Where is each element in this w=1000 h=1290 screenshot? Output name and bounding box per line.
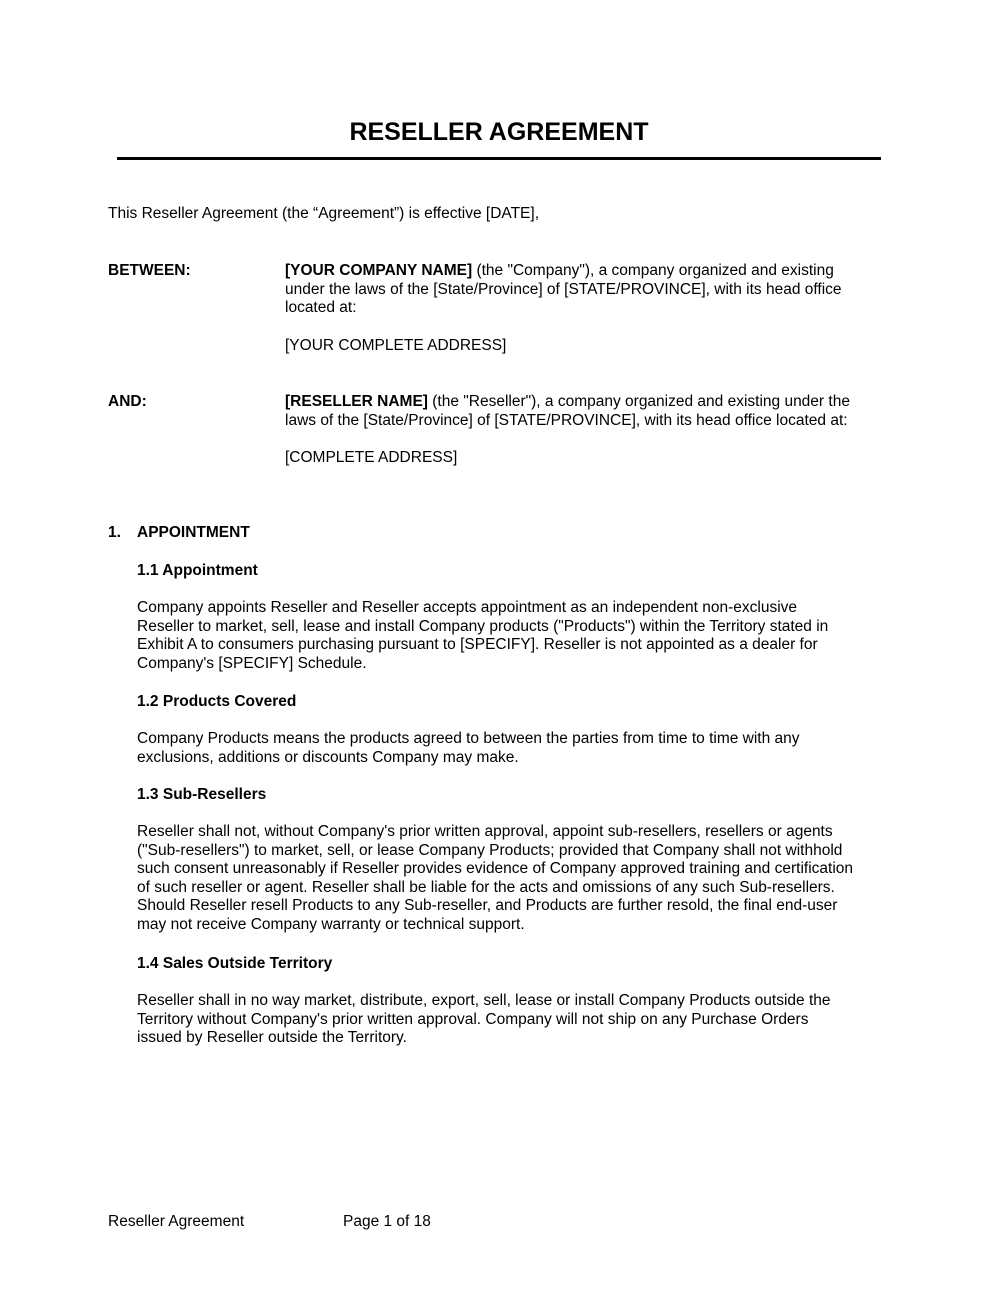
subsection-title-appointment: 1.1 Appointment xyxy=(137,562,258,579)
paragraph-line: of such reseller or agent. Reseller shall be liable for the acts and omissions of any such Sub-resellers. xyxy=(137,878,835,896)
intro-paragraph: This Reseller Agreement (the “Agreement”) is effective [DATE], xyxy=(108,205,540,222)
reseller-address-placeholder: [COMPLETE ADDRESS] xyxy=(285,449,458,466)
paragraph-line: may not receive Company warranty or technical support. xyxy=(137,915,525,933)
paragraph-line: Reseller to market, sell, lease and install Company products ("Products") within the Territory stated in xyxy=(137,617,829,635)
subsection-title-sub-resellers: 1.3 Sub-Resellers xyxy=(137,786,267,803)
party-description-reseller xyxy=(285,393,895,430)
footer-page-number: Page 1 of 18 xyxy=(343,1213,431,1230)
paragraph-line: Should Reseller resell Products to any Sub-reseller, and Products are further resold, the final end-user xyxy=(137,897,838,915)
document-title: RESELLER AGREEMENT xyxy=(349,118,649,146)
party-description-line: located at: xyxy=(285,299,357,317)
party-description-line: laws of the [State/Province] of [STATE/PROVINCE], with its head office located at: xyxy=(285,411,848,429)
subsection-paragraph-sub-resellers xyxy=(137,823,907,935)
paragraph-line: Company's [SPECIFY] Schedule. xyxy=(137,654,367,672)
subsection-paragraph-appointment xyxy=(137,599,907,673)
paragraph-line: Reseller shall not, without Company's prior written approval, appoint sub-resellers, resellers or agents xyxy=(137,823,833,840)
paragraph-line: Company Products means the products agreed to between the parties from time to time with any xyxy=(137,730,800,747)
subsection-title-sales-outside-territory: 1.4 Sales Outside Territory xyxy=(137,955,333,972)
subsection-title-products-covered: 1.2 Products Covered xyxy=(137,693,297,710)
paragraph-line: such consent unreasonably if Reseller provides evidence of Company approved training and certification xyxy=(137,860,853,878)
paragraph-line: Territory without Company's prior written approval. Company will not ship on any Purchase Orders xyxy=(137,1010,809,1028)
paragraph-line: ("Sub-resellers") to market, sell, or lease Company Products; provided that Company shall not withhold xyxy=(137,841,843,859)
title-underline xyxy=(117,157,881,160)
paragraph-line: Reseller shall in no way market, distribute, export, sell, lease or install Company Products outside the xyxy=(137,992,831,1009)
party-description-line: [YOUR COMPANY NAME] (the "Company"), a company organized and existing xyxy=(285,262,834,279)
reseller-name-placeholder: [RESELLER NAME] xyxy=(285,393,428,410)
footer-document-name: Reseller Agreement xyxy=(108,1213,245,1230)
company-address-placeholder: [YOUR COMPLETE ADDRESS] xyxy=(285,337,507,354)
paragraph-line: Company appoints Reseller and Reseller accepts appointment as an independent non-exclusive xyxy=(137,599,798,616)
party-description-line: [RESELLER NAME] (the "Reseller"), a company organized and existing under the xyxy=(285,393,850,410)
section-number: 1. xyxy=(108,524,121,541)
subsection-paragraph-sales-outside-territory xyxy=(137,992,907,1048)
section-title: APPOINTMENT xyxy=(137,524,250,541)
paragraph-line: issued by Reseller outside the Territory. xyxy=(137,1029,407,1047)
party-description-line: under the laws of the [State/Province] of [STATE/PROVINCE], with its head office xyxy=(285,280,842,298)
subsection-paragraph-products-covered xyxy=(137,730,907,767)
party-label-between: BETWEEN: xyxy=(108,262,191,279)
paragraph-line: exclusions, additions or discounts Company may make. xyxy=(137,748,519,766)
party-label-and: AND: xyxy=(108,393,147,410)
party-description-company xyxy=(285,262,895,318)
company-name-placeholder: [YOUR COMPANY NAME] xyxy=(285,262,473,279)
paragraph-line: Exhibit A to consumers purchasing pursuant to [SPECIFY]. Reseller is not appointed as a dealer for xyxy=(137,636,818,654)
